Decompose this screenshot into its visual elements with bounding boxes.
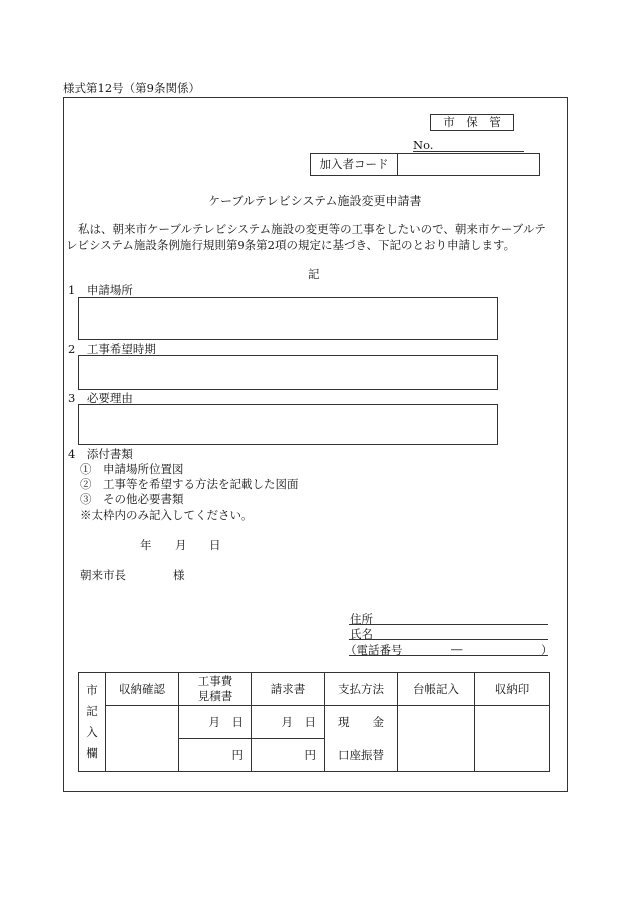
attachment-2: ② 工事等を希望する方法を記載した図面: [80, 477, 299, 491]
section-4-label: 4 添付書類: [68, 447, 133, 461]
body-text-line2: レビシステム施設条例施行規則第9条第2項の規定に基づき、下記のとおり申請します。: [66, 238, 516, 252]
side-char-2: 記: [86, 704, 98, 718]
phone-line[interactable]: [349, 643, 548, 656]
city-storage-label: 市 保 管: [443, 115, 501, 129]
fill-note: ※太枠内のみ記入してください。: [80, 508, 253, 522]
estimate-amount-cell: 円: [179, 739, 252, 772]
section-2-label: 2 工事希望時期: [68, 342, 156, 356]
address-line[interactable]: [349, 612, 548, 625]
phone-close: ）: [541, 643, 553, 657]
date-year: 年: [140, 538, 152, 552]
application-location-field[interactable]: [78, 297, 498, 340]
header-estimate-line1: 工事費: [197, 674, 233, 688]
member-code-label: 加入者コード: [311, 154, 398, 175]
header-estimate-line2: 見積書: [197, 689, 233, 703]
document-title: ケーブルテレビシステム施設変更申請書: [208, 194, 422, 208]
addressee-honorific: 様: [173, 568, 185, 582]
address-label: 住所: [350, 612, 373, 626]
side-char-4: 欄: [86, 746, 98, 760]
name-line[interactable]: [349, 627, 548, 640]
header-receipt-confirm: 収納確認: [106, 673, 179, 706]
header-payment-method: 支払方法: [325, 673, 398, 706]
no-underline: [413, 140, 524, 152]
attachment-3: ③ その他必要書類: [80, 492, 184, 506]
phone-dash: ―: [451, 642, 463, 656]
payment-transfer-cell: 口座振替: [325, 739, 398, 772]
ki-label: 記: [308, 267, 320, 281]
invoice-date-cell: 月 日: [252, 706, 325, 739]
attachment-1: ① 申請場所位置図: [80, 462, 184, 476]
section-3-label: 3 必要理由: [68, 391, 133, 405]
header-ledger-entry: 台帳記入: [398, 673, 475, 706]
city-use-table: [78, 672, 550, 772]
necessary-reason-field[interactable]: [78, 404, 498, 445]
receipt-confirm-cell: [106, 706, 179, 772]
phone-label: （電話番号: [345, 643, 403, 657]
estimate-date-cell: 月 日: [179, 706, 252, 739]
name-label: 氏名: [350, 627, 373, 641]
member-code-box: [310, 153, 540, 176]
section-1-label: 1 申請場所: [68, 283, 133, 297]
side-char-1: 市: [86, 683, 98, 697]
form-number: 様式第12号（第9条関係）: [63, 81, 200, 95]
header-receipt-stamp: 収納印: [475, 673, 550, 706]
ledger-entry-cell: [398, 706, 475, 772]
city-storage-box: [430, 114, 514, 131]
invoice-amount-cell: 円: [252, 739, 325, 772]
header-invoice: 請求書: [252, 673, 325, 706]
no-label: No.: [413, 138, 434, 152]
desired-construction-time-field[interactable]: [78, 355, 498, 390]
payment-cash-cell: 現 金: [325, 706, 398, 739]
addressee-name: 朝来市長: [80, 568, 126, 582]
side-char-3: 入: [86, 725, 98, 739]
body-text-line1: 私は、朝来市ケーブルテレビシステム施設の変更等の工事をしたいので、朝来市ケーブルテ: [78, 222, 546, 236]
date-month: 月: [175, 538, 187, 552]
header-estimate: [179, 673, 252, 706]
date-day: 日: [209, 538, 221, 552]
city-entry-column-label: [79, 673, 106, 772]
receipt-stamp-cell: [475, 706, 550, 772]
